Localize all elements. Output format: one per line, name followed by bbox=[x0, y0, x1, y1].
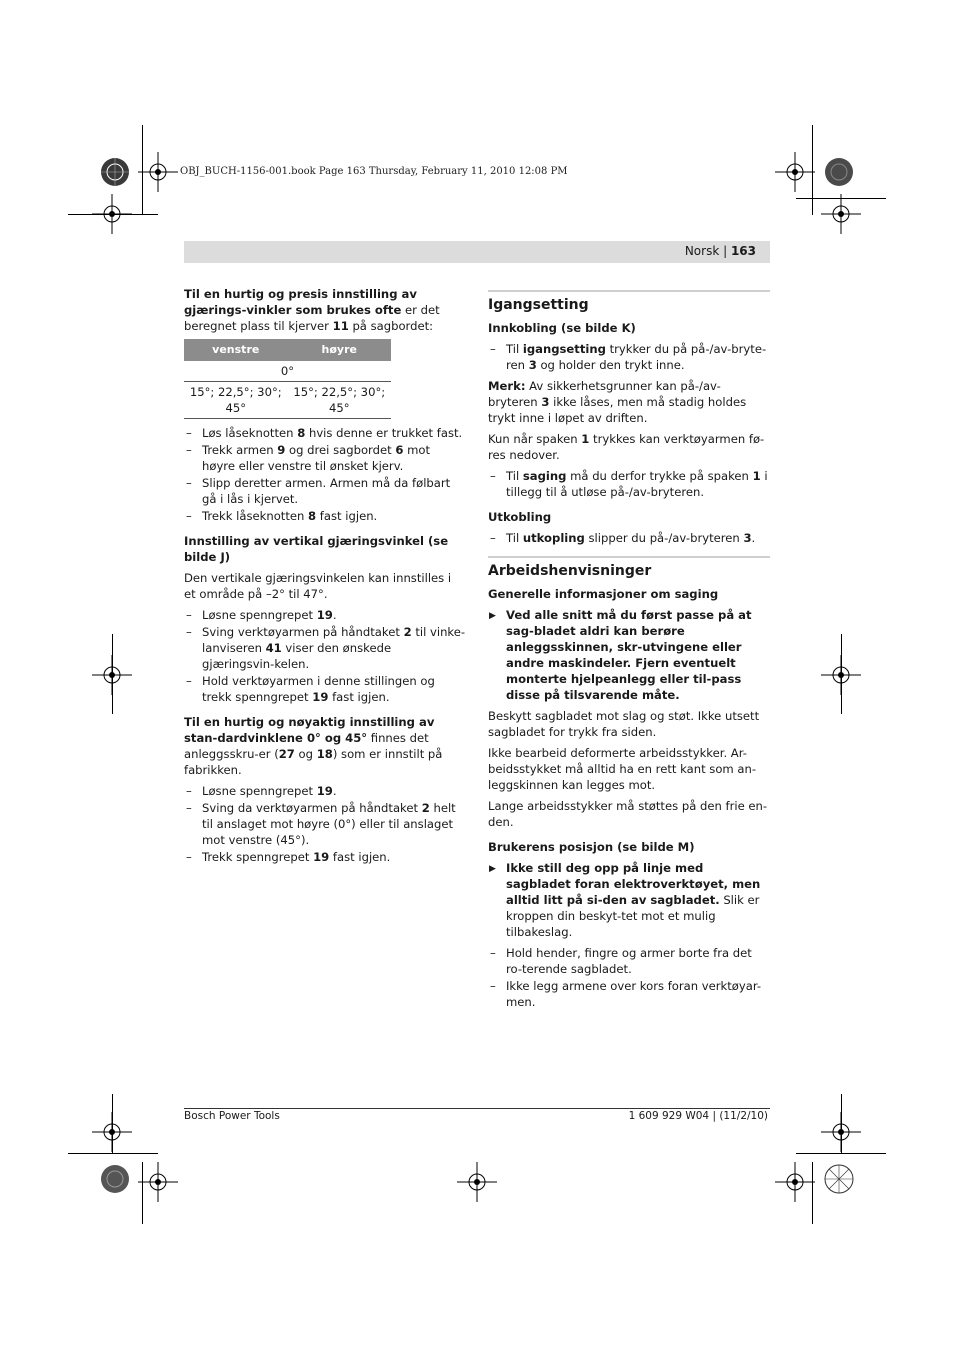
footer-rule bbox=[184, 1108, 770, 1109]
step-text: og drei sagbordet bbox=[285, 443, 396, 457]
left-column bbox=[184, 286, 466, 870]
table-header-right: høyre bbox=[288, 339, 392, 361]
angle-table bbox=[184, 339, 391, 419]
warning-list bbox=[488, 607, 770, 703]
ref-number: 1 bbox=[752, 469, 761, 483]
step-text: Løsne spenngrepet bbox=[202, 608, 317, 622]
protect-paragraph: Beskytt sagbladet mot slag og støt. Ikke utsett sagbladet for trykk fra siden. bbox=[488, 709, 760, 739]
table-cell-zero: 0° bbox=[184, 361, 391, 382]
ref-number: 19 bbox=[313, 850, 330, 864]
quick-paragraph bbox=[184, 714, 466, 778]
step-list bbox=[488, 945, 770, 1010]
step-list bbox=[184, 607, 466, 705]
step-text: trykker du på på-/av-bryte-ren bbox=[506, 342, 767, 372]
ref-number: 3 bbox=[528, 358, 537, 372]
lever-text: Kun når spaken bbox=[488, 432, 582, 446]
list-item bbox=[184, 783, 466, 799]
ref-number: 2 bbox=[403, 625, 412, 639]
step-bold: igangsetting bbox=[522, 342, 606, 356]
header-label: Norsk | 163 bbox=[684, 244, 756, 258]
warning-bold: Ikke still deg opp på linje med sagbladet foran elektroverktøyet, men alltid litt på si-den av sagbladet. bbox=[506, 861, 761, 907]
lever-text: trykkes kan verktøyarmen fø-res nedover. bbox=[488, 432, 765, 462]
subheading-off: Utkobling bbox=[488, 510, 552, 524]
crop-mark bbox=[112, 634, 113, 714]
table-header-left: venstre bbox=[184, 339, 288, 361]
step-text: hvis denne er trukket fast. bbox=[305, 426, 463, 440]
intro-paragraph bbox=[184, 286, 466, 334]
step-text: Til bbox=[506, 531, 523, 545]
long-paragraph: Lange arbeidsstykker må støttes på den frie en-den. bbox=[488, 799, 768, 829]
list-item bbox=[184, 849, 466, 865]
note-text: Av sikkerhetsgrunner kan på-/av-bryteren bbox=[488, 379, 721, 409]
list-item: – Hold hender, fingre og armer borte fra det ro-terende sagbladet. bbox=[488, 945, 770, 977]
list-item bbox=[184, 475, 466, 507]
crosshair-icon bbox=[816, 189, 866, 239]
ref-number: 18 bbox=[316, 747, 333, 761]
crosshair-icon bbox=[133, 1157, 183, 1207]
warning-list bbox=[488, 860, 770, 940]
note-label: Merk: bbox=[488, 379, 526, 393]
ref-number: 3 bbox=[541, 395, 550, 409]
step-text: . bbox=[751, 531, 756, 545]
step-text: fast igjen. bbox=[328, 690, 390, 704]
intro-bold: Til en hurtig og presis innstilling av gjærings-vinkler som brukes ofte bbox=[184, 287, 417, 317]
header-language: Norsk bbox=[684, 244, 720, 258]
footer-brand: Bosch Power Tools bbox=[184, 1110, 280, 1122]
crop-mark bbox=[112, 1094, 113, 1154]
list-item bbox=[488, 530, 770, 546]
subheading-on: Innkobling (se bilde K) bbox=[488, 321, 636, 335]
quick-bold: Til en hurtig og nøyaktig innstilling av stan-dardvinklene 0° og 45° bbox=[184, 715, 435, 745]
table-cell-left: 15°; 22,5°; 30°; 45° bbox=[184, 382, 288, 419]
quick-text: finnes det anleggsskru-er ( bbox=[184, 731, 429, 761]
list-item bbox=[184, 673, 466, 705]
list-item bbox=[488, 341, 770, 373]
step-list bbox=[488, 341, 770, 373]
vertical-paragraph: Den vertikale gjæringsvinkelen kan innstilles i et område på –2° til 47°. bbox=[184, 571, 452, 601]
step-text: Trekk spenngrepet bbox=[202, 850, 314, 864]
page-number: 163 bbox=[730, 244, 756, 258]
crop-mark bbox=[841, 1094, 842, 1154]
step-text: mot høyre eller venstre til ønsket kjerv. bbox=[202, 443, 431, 473]
color-wheel-icon bbox=[814, 1154, 864, 1204]
warning-item: ▶ Ved alle snitt må du først passe på at sag-bladet aldri kan berøre anleggsskinnen, skr-utvingene eller andre maskindeler. Fjern eventuelt monterte hjelpeanlegg eller til-pass disse på tilsvarende måte. bbox=[488, 607, 770, 703]
step-text: . bbox=[332, 608, 337, 622]
crosshair-icon bbox=[770, 147, 820, 197]
step-text: Slipp deretter armen. Armen må da følbart gå i lås i kjervet. bbox=[202, 476, 451, 506]
step-text: . bbox=[332, 784, 337, 798]
intro-text: er det beregnet plass til kjerver bbox=[184, 303, 440, 333]
warning-text: Slik er kroppen din beskyt-tet mot et mulig tilbakeslag. bbox=[506, 893, 760, 939]
list-item bbox=[184, 800, 466, 848]
step-bold: utkopling bbox=[522, 531, 585, 545]
ref-number: 3 bbox=[743, 531, 752, 545]
list-item bbox=[488, 468, 770, 500]
list-item: – Ikke legg armene over kors foran verktøyar-men. bbox=[488, 978, 770, 1010]
step-text: helt til anslaget mot høyre (0°) eller til anslaget mot venstre (45°). bbox=[202, 801, 456, 847]
ref-number: 27 bbox=[278, 747, 295, 761]
crop-mark bbox=[841, 634, 842, 714]
ref-number: 2 bbox=[421, 801, 430, 815]
step-text: fast igjen. bbox=[316, 509, 378, 523]
crosshair-icon bbox=[133, 147, 183, 197]
note-text: ikke låses, men må stadig holdes trykt inne i løpet av driften. bbox=[488, 395, 747, 425]
section-heading: Igangsetting bbox=[488, 297, 589, 313]
print-info: OBJ_BUCH-1156-001.book Page 163 Thursday, February 11, 2010 12:08 PM bbox=[180, 166, 568, 177]
subheading-general: Generelle informasjoner om saging bbox=[488, 587, 719, 601]
crosshair-icon bbox=[770, 1157, 820, 1207]
crosshair-icon bbox=[452, 1157, 502, 1207]
step-text: Sving verktøyarmen på håndtaket bbox=[202, 625, 404, 639]
step-list bbox=[184, 783, 466, 865]
step-text: slipper du på-/av-bryteren bbox=[584, 531, 744, 545]
section-work bbox=[488, 556, 770, 580]
list-item bbox=[184, 624, 466, 672]
step-text: Løsne spenngrepet bbox=[202, 784, 317, 798]
step-text: viser den ønskede gjæringsvin-kelen. bbox=[202, 641, 392, 671]
step-bold: saging bbox=[522, 469, 567, 483]
step-text: Trekk armen bbox=[202, 443, 278, 457]
step-text: Løs låseknotten bbox=[202, 426, 298, 440]
warning-item bbox=[488, 860, 770, 940]
ref-number: 8 bbox=[308, 509, 317, 523]
ref-number: 19 bbox=[312, 690, 329, 704]
step-list bbox=[488, 530, 770, 546]
page-header bbox=[184, 241, 770, 263]
step-text: fast igjen. bbox=[329, 850, 391, 864]
ref-number: 11 bbox=[332, 319, 349, 333]
list-item bbox=[184, 425, 466, 441]
quick-text: ) som er innstilt på fabrikken. bbox=[184, 747, 443, 777]
ref-number: 8 bbox=[297, 426, 306, 440]
subheading-position: Brukerens posisjon (se bilde M) bbox=[488, 840, 695, 854]
footer-docnumber: 1 609 929 W04 | (11/2/10) bbox=[628, 1110, 768, 1122]
step-text: Hold verktøyarmen i denne stillingen og trekk spenngrepet bbox=[202, 674, 435, 704]
step-text: Sving da verktøyarmen på håndtaket bbox=[202, 801, 422, 815]
subheading-vertical: Innstilling av vertikal gjæringsvinkel (se bilde J) bbox=[184, 534, 449, 564]
step-text: Til bbox=[506, 469, 523, 483]
list-item bbox=[184, 607, 466, 623]
lever-paragraph bbox=[488, 431, 770, 463]
crosshair-icon bbox=[87, 189, 137, 239]
step-text: Trekk låseknotten bbox=[202, 509, 309, 523]
step-text: til vinke-lanviseren bbox=[202, 625, 466, 655]
table-cell-right: 15°; 22,5°; 30°; 45° bbox=[288, 382, 392, 419]
section-start bbox=[488, 290, 770, 314]
ref-number: 6 bbox=[395, 443, 404, 457]
step-text: og holder den trykt inne. bbox=[536, 358, 685, 372]
step-text: i tillegg til å utløse på-/av-bryteren. bbox=[506, 469, 768, 499]
ref-number: 41 bbox=[265, 641, 282, 655]
step-text: Til bbox=[506, 342, 523, 356]
intro-end: på sagbordet: bbox=[348, 319, 434, 333]
step-list bbox=[488, 468, 770, 500]
section-heading: Arbeidshenvisninger bbox=[488, 563, 652, 579]
ref-number: 1 bbox=[581, 432, 590, 446]
list-item bbox=[184, 442, 466, 474]
quick-text: og bbox=[294, 747, 317, 761]
ref-number: 19 bbox=[316, 784, 333, 798]
step-list bbox=[184, 425, 466, 524]
note-paragraph bbox=[488, 378, 770, 426]
list-item bbox=[184, 508, 466, 524]
deformed-paragraph: Ikke bearbeid deformerte arbeidsstykker. Ar-beidsstykket må alltid ha en rett kant som an-leggskinnen kan legges mot. bbox=[488, 746, 757, 792]
step-text: må du derfor trykke på spaken bbox=[566, 469, 753, 483]
right-column bbox=[488, 286, 770, 1015]
ref-number: 9 bbox=[277, 443, 286, 457]
ref-number: 19 bbox=[316, 608, 333, 622]
